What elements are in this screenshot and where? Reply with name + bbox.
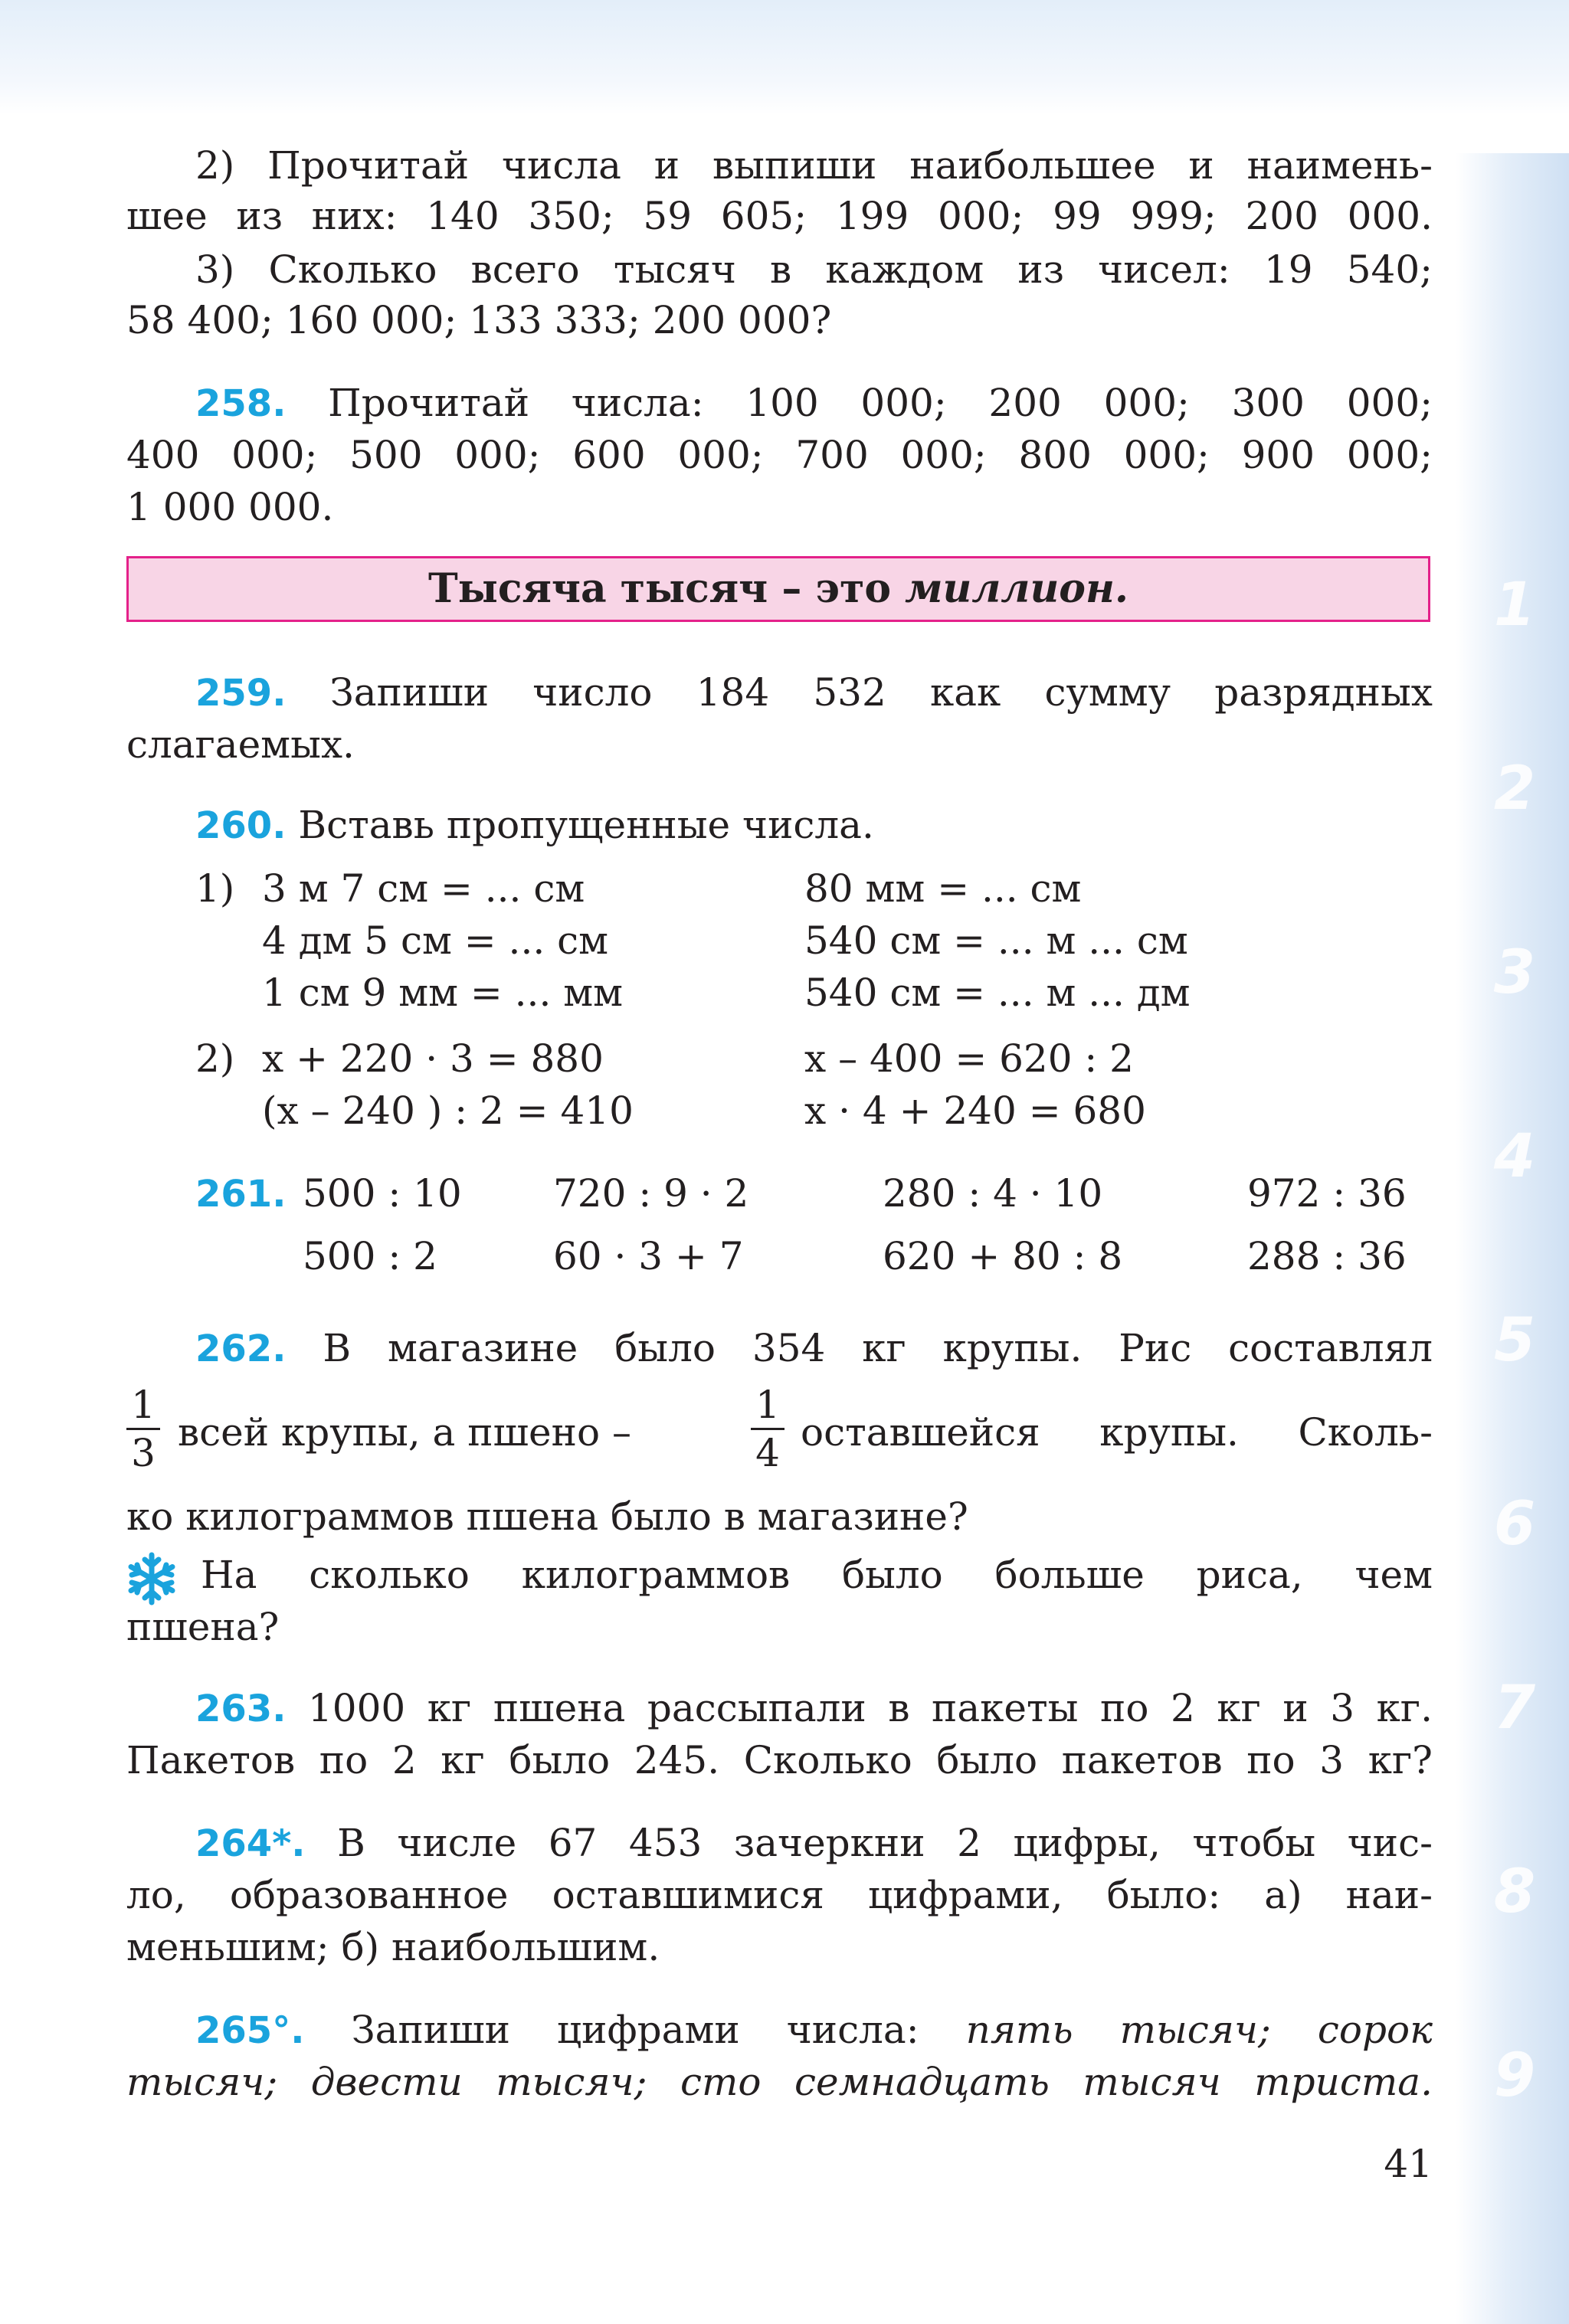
chapter-tab-6: 6: [1493, 1490, 1536, 1559]
part-label: 2): [195, 1036, 235, 1081]
expr-cell: 500 : 2: [303, 1234, 437, 1278]
task-259-line-1: 259. Запиши число 184 532 как сумму разрядных: [195, 670, 1433, 715]
part-label: 1): [195, 866, 235, 911]
rule-box: Тысяча тысяч – это миллион.: [126, 556, 1430, 622]
expr-cell: 80 мм = ... см: [804, 866, 1082, 911]
chapter-tab-7: 7: [1493, 1674, 1536, 1743]
expr-cell: 720 : 9 · 2: [553, 1171, 749, 1216]
chapter-tab-8: 8: [1493, 1858, 1536, 1926]
task-264-line-2: ло, образованное оставшимися цифрами, было: а) наи-: [126, 1873, 1433, 1917]
task-262-question-1: На сколько килограммов было больше риса, чем: [201, 1553, 1433, 1597]
page-number: 41: [1384, 2142, 1433, 2186]
task-259-line-2: слагаемых.: [126, 722, 355, 767]
task-258-line-2: 400 000; 500 000; 600 000; 700 000; 800 000; 900 000;: [126, 433, 1433, 477]
snowflake-icon: [125, 1552, 179, 1606]
task-258-line-3: 1 000 000.: [126, 485, 334, 529]
task-264-line-3: меньшим; б) наибольшим.: [126, 1925, 660, 1969]
equation-cell: x – 400 = 620 : 2: [804, 1036, 1134, 1081]
equation-cell: x + 220 · 3 = 880: [262, 1036, 604, 1081]
expr-cell: 288 : 36: [1247, 1234, 1407, 1278]
task-number: 258.: [195, 382, 287, 425]
expr-cell: 4 дм 5 см = ... см: [262, 918, 609, 963]
task-number: 259.: [195, 672, 287, 715]
task-264-line-1: 264*. В числе 67 453 зачеркни 2 цифры, чтобы чис-: [195, 1821, 1433, 1865]
task-265-line-1: 265°. Запиши цифрами числа: пять тысяч; сорок: [195, 2008, 1433, 2052]
cont-line-4: 58 400; 160 000; 133 333; 200 000?: [126, 298, 832, 342]
task-265-line-2: тысяч; двести тысяч; сто семнадцать тысяч триста.: [126, 2060, 1433, 2104]
header-band: [0, 0, 1569, 115]
task-262-mid: всей крупы, а пшено –: [178, 1410, 631, 1455]
task-262-end: оставшейся крупы. Сколь-: [801, 1410, 1433, 1455]
expr-cell: 280 : 4 · 10: [883, 1171, 1103, 1216]
chapter-tab-9: 9: [1493, 2041, 1536, 2110]
expr-cell: 1 см 9 мм = ... мм: [262, 971, 624, 1015]
task-260-title: 260. Вставь пропущенные числа.: [195, 803, 874, 847]
equation-cell: x · 4 + 240 = 680: [804, 1088, 1146, 1133]
task-258-line-1: 258. Прочитай числа: 100 000; 200 000; 300 000;: [195, 381, 1433, 425]
expr-cell: 540 см = ... м ... дм: [804, 971, 1191, 1015]
chapter-tab-3: 3: [1493, 938, 1536, 1007]
task-262-question-2: пшена?: [126, 1605, 280, 1649]
chapter-tab-2: 2: [1493, 754, 1536, 823]
chapter-tab-4: 4: [1493, 1122, 1536, 1191]
cont-line-3: 3) Сколько всего тысяч в каждом из чисел: 19 540;: [195, 247, 1433, 292]
fraction-one-third: 1 3: [126, 1383, 160, 1475]
task-number: 260.: [195, 804, 287, 847]
task-number: 263.: [195, 1687, 287, 1730]
expr-cell: 60 · 3 + 7: [553, 1234, 744, 1278]
task-263-line-2: Пакетов по 2 кг было 245. Сколько было пакетов по 3 кг?: [126, 1738, 1433, 1782]
chapter-tab-1: 1: [1493, 571, 1536, 640]
chapter-tab-5: 5: [1493, 1306, 1536, 1375]
fraction-one-fourth: 1 4: [751, 1383, 784, 1475]
cont-line-2: шее из них: 140 350; 59 605; 199 000; 99 999; 200 000.: [126, 194, 1433, 238]
task-262-line-3: ко килограммов пшена было в магазине?: [126, 1494, 968, 1539]
task-262-line-1: 262. В магазине было 354 кг крупы. Рис составлял: [195, 1326, 1433, 1370]
cont-line-1: 2) Прочитай числа и выпиши наибольшее и наимень-: [195, 143, 1433, 188]
task-number: 265°.: [195, 2009, 305, 2052]
equation-cell: (x – 240 ) : 2 = 410: [262, 1088, 634, 1133]
expr-cell: 972 : 36: [1247, 1171, 1407, 1216]
task-number: 261.: [195, 1173, 287, 1216]
expr-cell: 500 : 10: [303, 1171, 462, 1216]
expr-cell: 540 см = ... м ... см: [804, 918, 1188, 963]
expr-cell: 620 + 80 : 8: [883, 1234, 1123, 1278]
task-number: 264*.: [195, 1822, 306, 1865]
expr-cell: 3 м 7 см = ... см: [262, 866, 585, 911]
task-number: 262.: [195, 1327, 287, 1370]
chapter-tab-band: [1456, 153, 1569, 2324]
task-263-line-1: 263. 1000 кг пшена рассыпали в пакеты по 2 кг и 3 кг.: [195, 1686, 1433, 1730]
